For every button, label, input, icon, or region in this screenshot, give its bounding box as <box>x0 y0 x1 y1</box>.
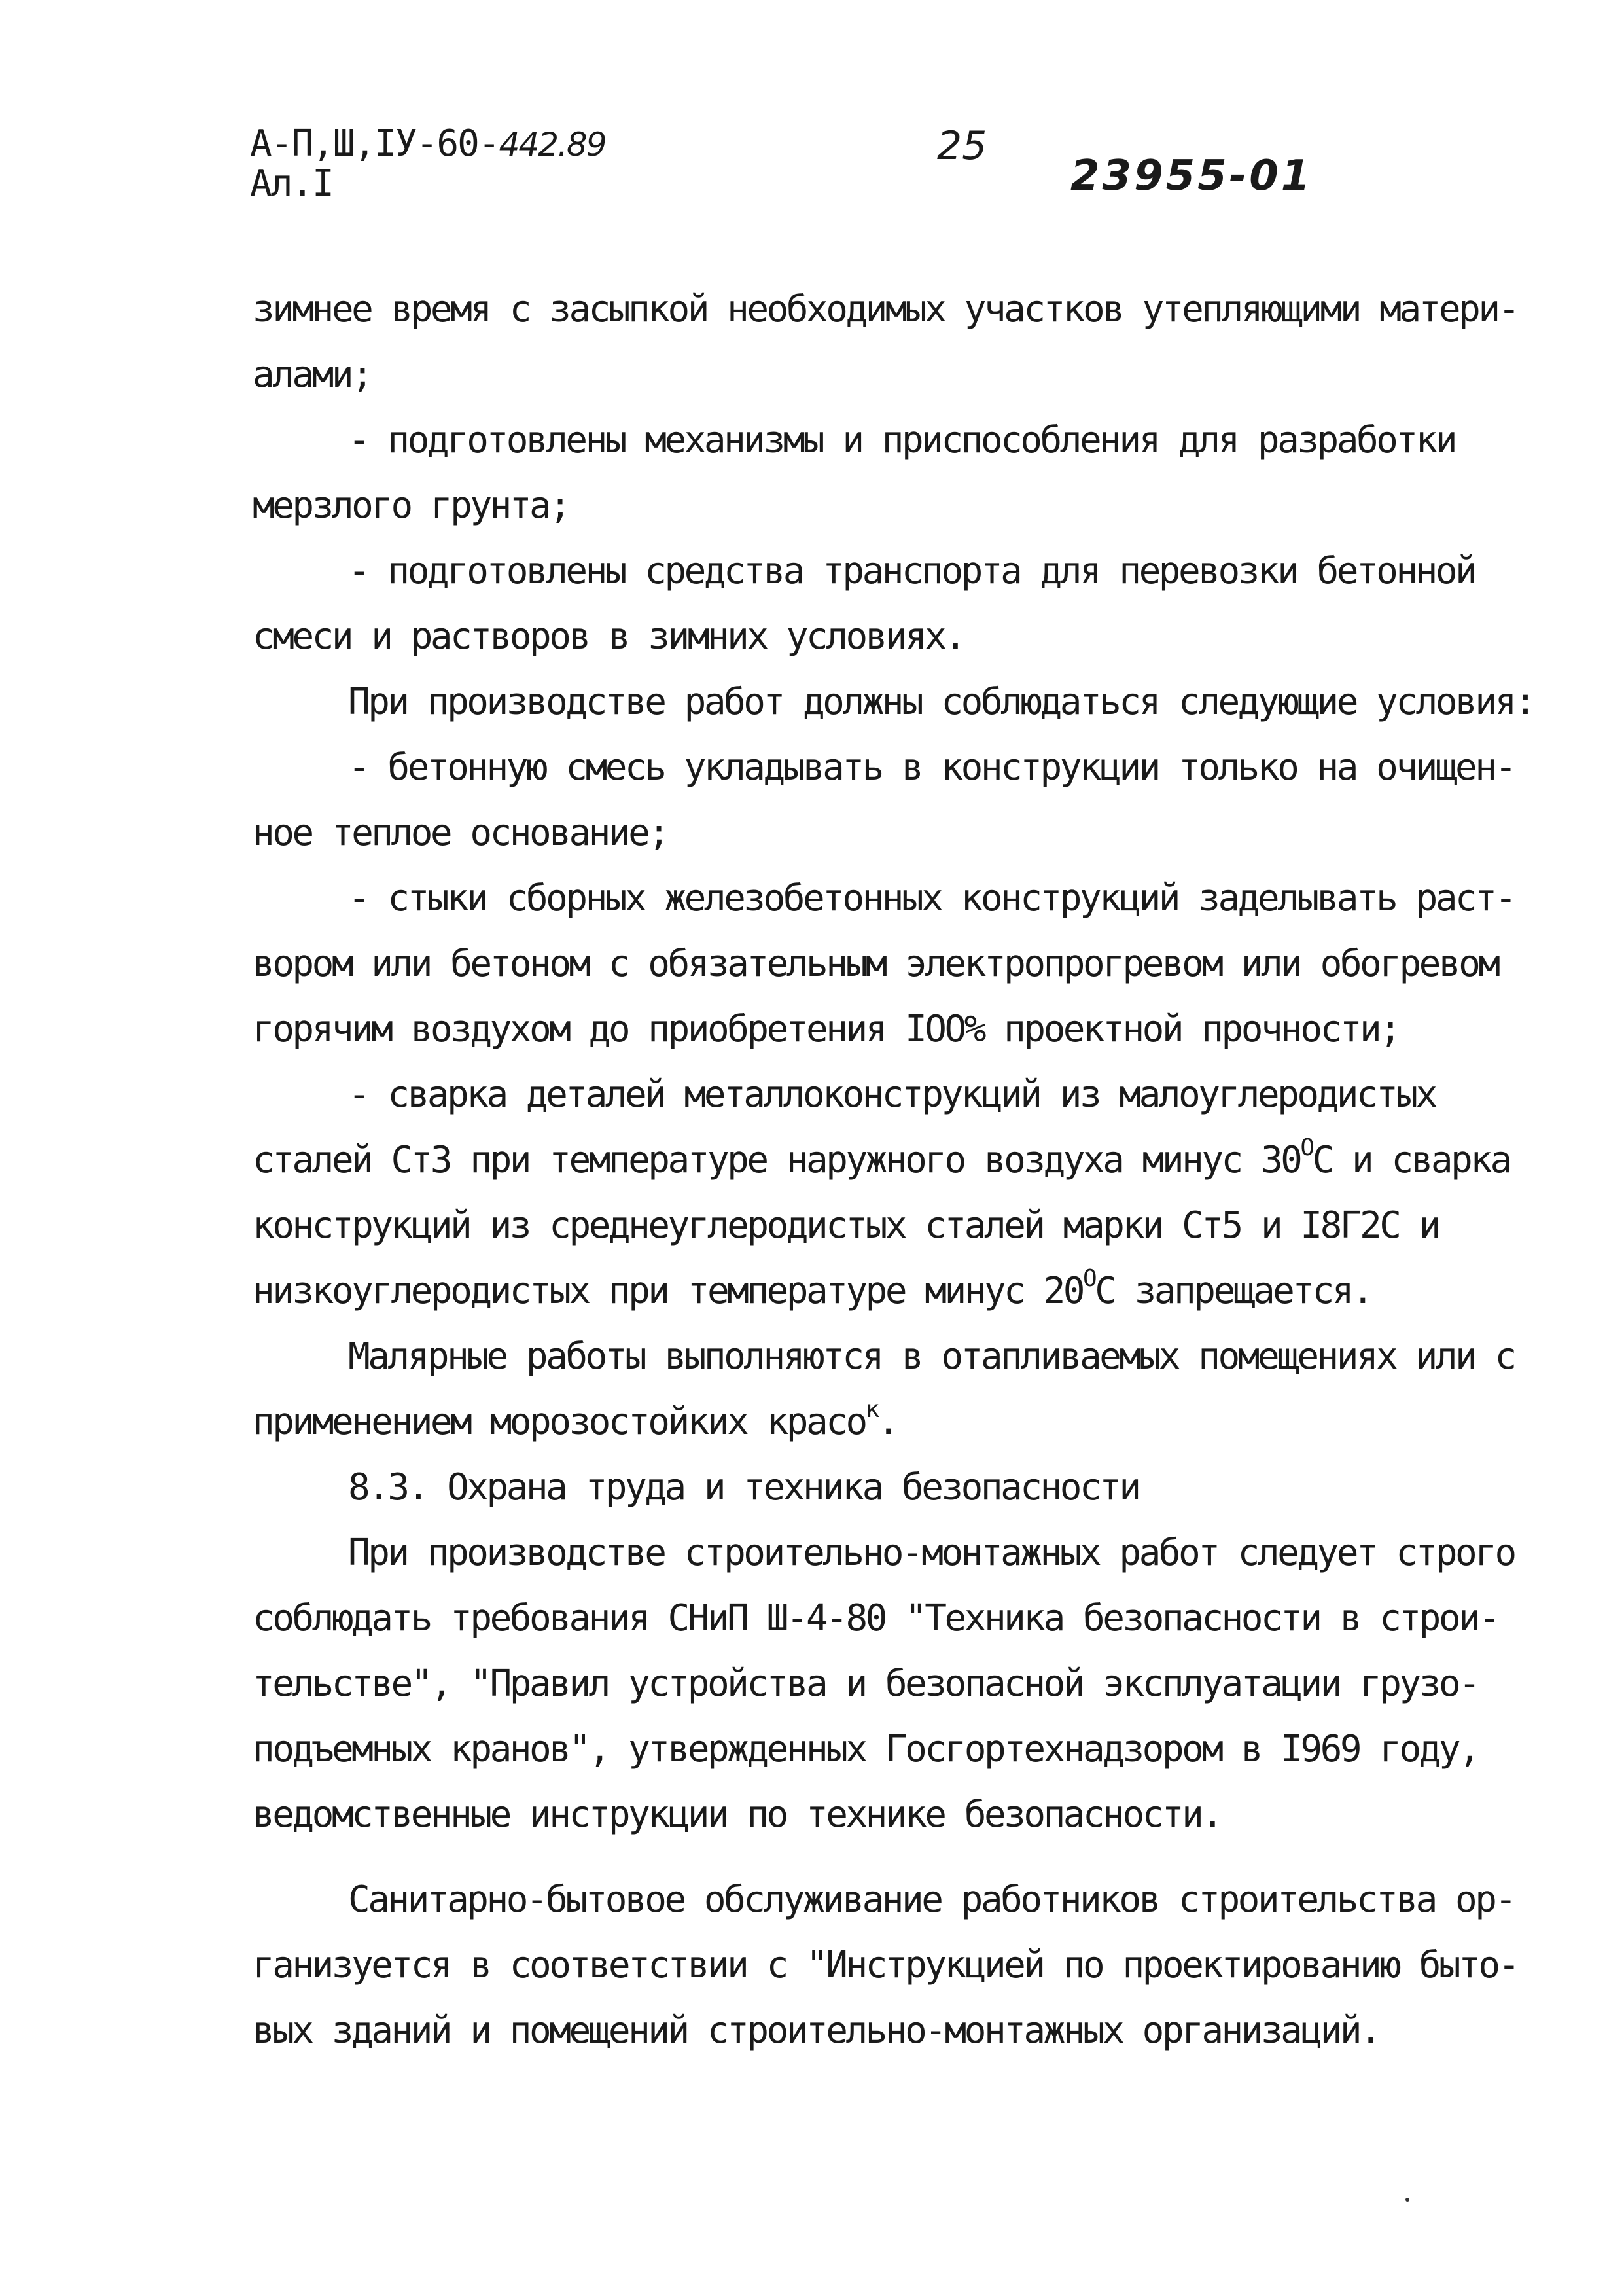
text-line: тельстве", "Правил устройства и безопасной эксплуатации грузо- <box>253 1662 1479 1705</box>
scan-speck <box>1405 2198 1409 2202</box>
text-line: ное теплое основание; <box>253 812 668 854</box>
text-line: - подготовлены средства транспорта для перевозки бетонной <box>348 550 1475 592</box>
text-line: подъемных кранов", утвержденных Госгортехнадзором в I969 году, <box>253 1728 1479 1770</box>
text-line <box>253 1134 1510 1181</box>
text-line <box>253 1265 1372 1312</box>
document-code <box>250 124 606 204</box>
text-line: ведомственные инструкции по технике безопасности. <box>253 1793 1222 1836</box>
code-printed: А-П,Ш,IУ-60- <box>250 122 499 165</box>
document-number: 23955-01 <box>1070 152 1313 200</box>
degree-mark: О <box>1083 1265 1095 1292</box>
text-line: Малярные работы выполняются в отапливаемых помещениях или с <box>348 1335 1515 1378</box>
text-line: - стыки сборных железобетонных конструкций заделывать раст- <box>348 877 1515 920</box>
text-line: вором или бетоном с обязательным электропрогревом или обогревом <box>253 942 1498 985</box>
text-line: смеси и растворов в зимних условиях. <box>253 615 964 658</box>
text-line: алами; <box>253 353 372 396</box>
body-text <box>253 288 1555 2052</box>
line-end: С запрещается. <box>1095 1270 1372 1312</box>
line-start: низкоуглеродистых при температуре минус 20 <box>253 1270 1084 1312</box>
text-line: При производстве строительно-монтажных работ следует строго <box>348 1532 1515 1574</box>
line-start: сталей Ст3 при температуре наружного воздуха минус 30 <box>253 1139 1301 1181</box>
text-line: мерзлого грунта; <box>253 484 569 527</box>
text-line: - бетонную смесь укладывать в конструкции только на очищен- <box>348 746 1515 789</box>
text-line: зимнее время с засыпкой необходимых участков утепляющими матери- <box>253 288 1518 331</box>
text-line: вых зданий и помещений строительно-монтажных организаций. <box>253 2009 1380 2052</box>
text-line: соблюдать требования СНиП Ш-4-80 "Техника безопасности в строи- <box>253 1597 1498 1640</box>
line-end: . <box>877 1401 898 1443</box>
text-line <box>253 1396 898 1443</box>
text-line: Санитарно-бытовое обслуживание работников строительства ор- <box>348 1878 1515 1921</box>
text-line: - сварка деталей металлоконструкций из малоуглеродистых <box>348 1073 1436 1116</box>
text-line: При производстве работ должны соблюдаться следующие условия: <box>348 681 1534 723</box>
line-start: применением морозостойких красо <box>253 1401 866 1443</box>
text-line: - подготовлены механизмы и приспособления для разработки <box>348 419 1456 461</box>
sheet-label: Ал.I <box>250 162 333 205</box>
section-heading: 8.3. Охрана труда и техника безопасности <box>348 1466 1139 1509</box>
code-handwritten: 442.89 <box>499 126 606 164</box>
line-end: С и сварка <box>1312 1139 1510 1181</box>
text-line: конструкций из среднеуглеродистых сталей марки Ст5 и I8Г2С и <box>253 1204 1439 1247</box>
text-line: ганизуется в соответствии с "Инструкцией по проектированию быто- <box>253 1944 1518 1986</box>
text-line: горячим воздухом до приобретения IOO% проектной прочности; <box>253 1008 1400 1050</box>
degree-mark: О <box>1300 1134 1313 1161</box>
page-number: 25 <box>937 123 987 169</box>
raised-letter: к <box>865 1396 877 1423</box>
